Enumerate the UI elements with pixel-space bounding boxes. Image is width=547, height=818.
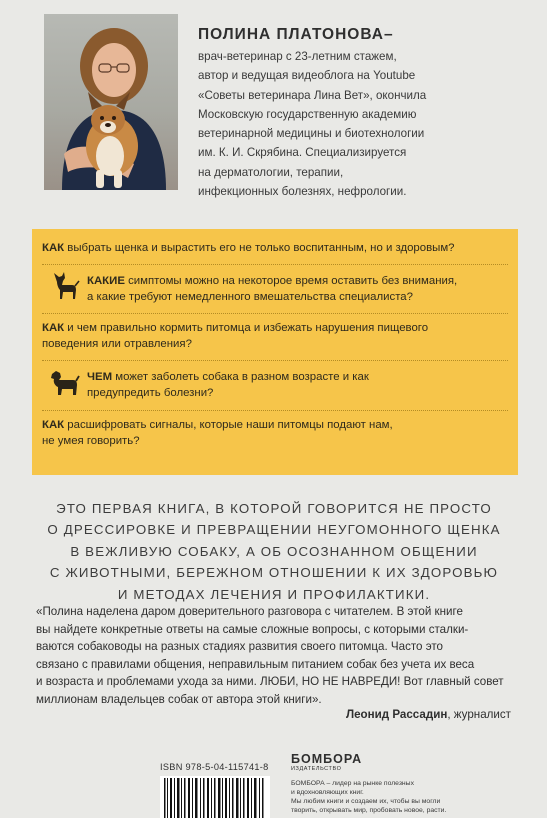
question-text: поведения или отравления? [42,337,192,350]
publisher-desc-line: творить, открывать мир, пробовать новое, расти. [291,807,447,814]
quote-line: ваются собаководы на разных стадиях развития своего питомца. Часто это [36,640,444,654]
review-quote [36,603,514,709]
question-3 [42,321,428,352]
question-lead: КАК [42,419,65,431]
author-bio [198,47,528,201]
question-lead: КАКИЕ [87,275,125,287]
dotted-divider [42,360,508,361]
question-lead: КАК [42,322,65,334]
questions-box [32,229,518,475]
book-annotation [30,498,518,605]
question-text: выбрать щенка и вырастить его не только воспитанным, но и здоровым? [64,242,455,254]
question-lead: ЧЕМ [87,371,113,383]
question-lead: КАК [42,242,65,254]
question-5 [42,418,393,449]
terrier-dog-icon [48,368,80,403]
quote-author-role: , журналист [447,708,511,721]
quote-line: вы найдете конкретные ответы на самые сложные вопросы, с которыми сталки- [36,622,469,636]
bio-line: автор и ведущая видеоблога на Youtube [198,69,416,83]
bio-line: инфекционных болезнях, нефрологии. [198,185,407,199]
question-text: а какие требуют немедленного вмешательства специалиста? [87,290,413,303]
author-name: ПОЛИНА ПЛАТОНОВА– [198,26,394,43]
question-1 [42,241,455,257]
author-photo [44,14,178,190]
publisher-desc-line: и вдохновляющих книг. [291,789,364,796]
bio-line: Московскую государственную академию [198,107,417,121]
quote-author-name: Леонид Рассадин [345,708,448,721]
bio-line: врач-ветеринар с 23-летним стажем, [198,50,397,63]
publisher-logo: БОМБОРА [291,752,363,766]
dotted-divider [42,313,508,314]
bio-line: «Советы ветеринара Лина Вет», окончила [198,88,427,102]
question-2 [87,274,457,305]
quote-line: «Полина наделена даром доверительного разговора с читателем. В этой книге [36,605,463,618]
publisher-desc-line: Мы любим книги и создаем их, чтобы вы могли [291,798,441,805]
annotation-line: ЭТО ПЕРВАЯ КНИГА, В КОТОРОЙ ГОВОРИТСЯ НЕ ПРОСТО [56,501,492,516]
question-text: и чем правильно кормить питомца и избежать нарушения пищевого [64,322,429,334]
quote-line: миллионам владельцев собак от автора этой книги». [36,692,322,706]
dotted-divider [42,264,508,265]
publisher-description [291,779,446,815]
publisher-tagline: ИЗДАТЕЛЬСТВО [291,766,342,772]
quote-line: связано с правилами общения, неправильным питанием собак без учета их веса [36,657,475,671]
bio-line: на дерматологии, терапии, [198,165,344,179]
barcode-graphic [160,776,270,818]
annotation-line: И МЕТОДАХ ЛЕЧЕНИЯ И ПРОФИЛАКТИКИ. [117,586,431,602]
question-text: не умея говорить? [42,434,140,447]
question-text: предупредить болезни? [87,386,214,399]
annotation-line: С ЖИВОТНЫМИ, БЕРЕЖНОМ ОТНОШЕНИИ К ИХ ЗДОРОВЬЮ [49,565,499,581]
question-text: может заболеть собака в разном возрасте и как [112,371,369,383]
quote-attribution [346,708,511,721]
bio-line: ветеринарной медицины и биотехнологии [198,127,425,141]
question-text: расшифровать сигналы, которые наши питомцы подают нам, [64,419,393,431]
small-dog-icon [50,271,80,306]
question-4 [87,370,369,401]
annotation-line: В ВЕЖЛИВУЮ СОБАКУ, А ОБ ОСОЗНАННОМ ОБЩЕНИИ [70,543,478,559]
question-text: симптомы можно на некоторое время оставить без внимания, [124,275,458,287]
annotation-line: О ДРЕССИРОВКЕ И ПРЕВРАЩЕНИИ НЕУГОМОННОГО ЩЕНКА [47,522,501,538]
publisher-desc-line: БОМБОРА – лидер на рынке полезных [291,780,414,787]
bio-line: им. К. И. Скрябина. Специализируется [198,146,407,160]
isbn: ISBN 978-5-04-115741-8 [160,762,269,772]
dotted-divider [42,410,508,411]
quote-line: и возраста и проблемами ухода за ними. ЛЮБИ, НО НЕ НАВРЕДИ! Вот главный совет [36,675,504,689]
